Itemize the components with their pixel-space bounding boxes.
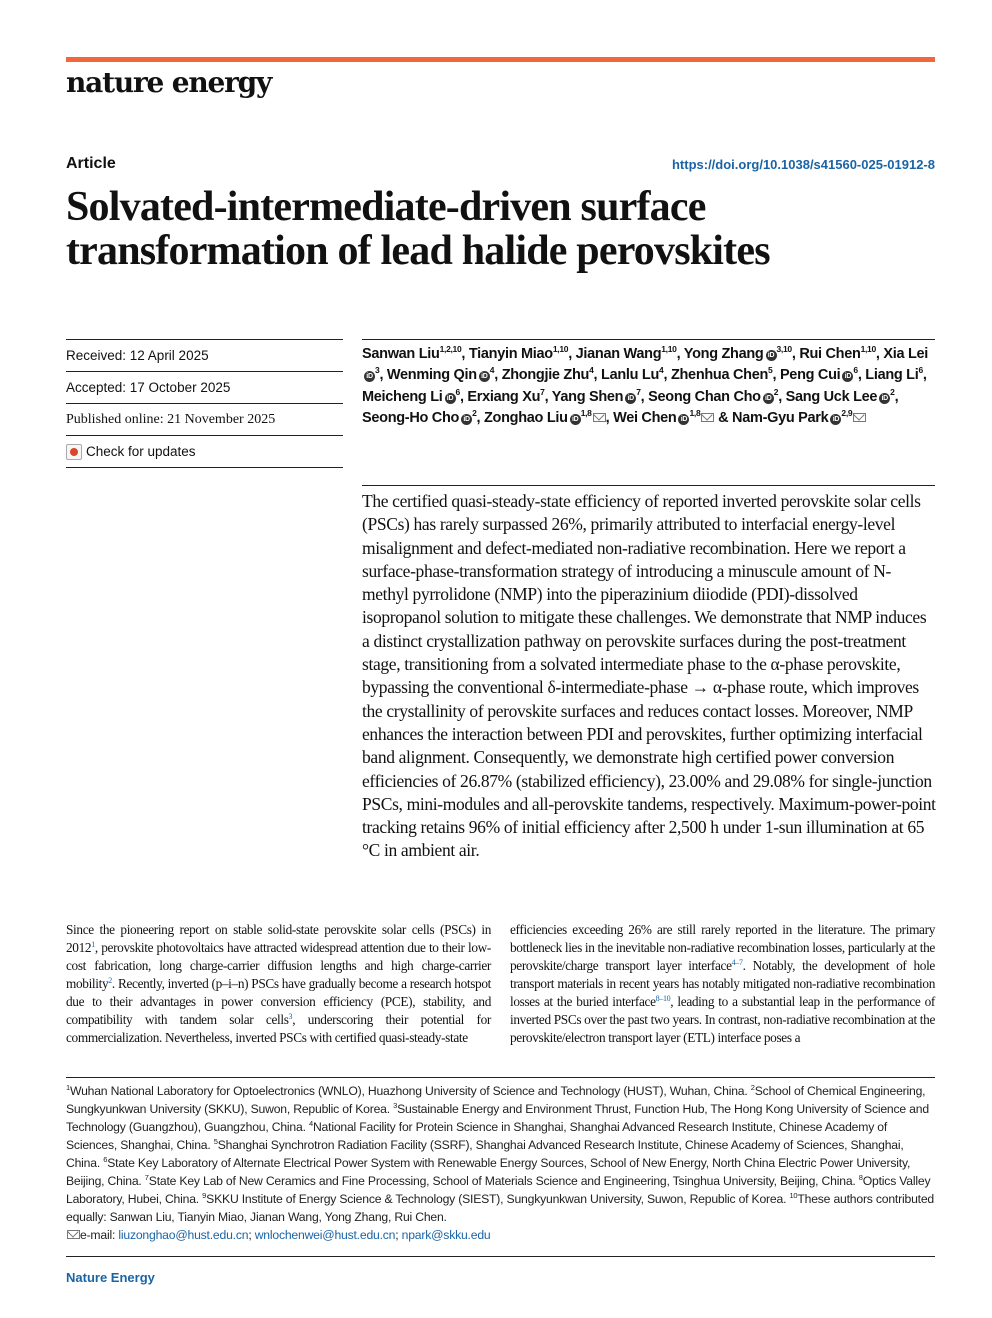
citation-ref: 1 bbox=[91, 940, 95, 949]
citation-ref: 2 bbox=[108, 976, 112, 985]
author bbox=[484, 410, 606, 426]
email-label: e-mail: bbox=[80, 1228, 119, 1242]
orcid-icon[interactable]: iD bbox=[625, 393, 636, 404]
author-name: Sang Uck Lee bbox=[785, 388, 878, 405]
author bbox=[387, 367, 494, 383]
author bbox=[601, 367, 663, 383]
author-name: Yang Shen bbox=[551, 388, 624, 405]
author-name: Yong Zhang bbox=[683, 346, 764, 362]
author bbox=[684, 346, 792, 362]
author-name: Seong Chan Cho bbox=[648, 388, 761, 405]
article-title: Solvated-intermediate-driven surface transformation of lead halide perovskites bbox=[66, 184, 770, 274]
orcid-icon[interactable]: iD bbox=[763, 393, 774, 404]
author-list: Sanwan Liu$^{1,2,10}$, Tianyin Miao$^{1,10}$, Jianan Wang$^{1,10}$, Yong Zhang iD$^{3,10}$, Rui Chen$^{1,10}$, Xia LeiiD$^3$, Wenming Qin $iD^4$, Zhongjie Zhu$^4$, Lanlu Lu$^4$, Zhenhua Chen$^5$, Peng Cui $iD^6$, Liang Li$^6$, Meicheng Li $iD^6$, Erxiang Xu$^7$, Yang Shen $iD^7$, Seong Chan Cho $iD^2$, Sang Uck Lee $iD^2$, Seong-Ho Cho $iD^2$, Zonghao Liu iD$^{1,8}$ , Wei Chen iD$^{1,8}$ & Nam-Gyu Park iD$^{2,9}$ bbox=[362, 344, 929, 427]
orcid-icon[interactable]: iD bbox=[766, 350, 777, 361]
affiliation-number: 7 bbox=[144, 1173, 149, 1182]
author-affiliation-marker: 1,8 bbox=[689, 408, 701, 419]
author-name: Wei Chen bbox=[613, 410, 677, 427]
envelope-icon bbox=[67, 1230, 80, 1239]
orcid-icon[interactable]: iD bbox=[461, 414, 472, 425]
envelope-icon[interactable] bbox=[853, 413, 866, 422]
affiliation-number: 8 bbox=[858, 1173, 863, 1182]
body-text: , leading to a substantial leap in the performance of inverted PSCs over the past two years. In contrast, non-radiative recombination at the perovskite/electron transport layer (ETL) interface poses a bbox=[510, 994, 935, 1045]
author bbox=[576, 346, 677, 362]
author bbox=[362, 410, 477, 426]
doi-link[interactable]: https://doi.org/10.1038/s41560-025-01912-8 bbox=[671, 157, 935, 172]
citation-ref: 3 bbox=[288, 1012, 293, 1021]
author bbox=[865, 367, 923, 383]
orcid-icon[interactable]: iD bbox=[570, 414, 581, 425]
author-name: Xia Lei bbox=[883, 346, 929, 362]
author-name: Seong-Ho Cho bbox=[362, 410, 460, 427]
author-affiliation-marker: 1,2,10 bbox=[439, 344, 462, 354]
check-updates-label: Check for updates bbox=[86, 443, 196, 459]
footer-journal: Nature Energy bbox=[66, 1270, 155, 1285]
orcid-icon[interactable]: iD bbox=[830, 414, 841, 425]
citation-ref: 8–10 bbox=[655, 994, 671, 1003]
author-affiliation-marker: 7 bbox=[540, 386, 545, 397]
orcid-icon[interactable]: iD bbox=[445, 393, 456, 404]
email-link[interactable]: npark@skku.edu bbox=[401, 1228, 491, 1242]
author-affiliation-marker: 7 bbox=[636, 386, 641, 397]
body-text: efficiencies exceeding 26% are still rarely reported in the literature. The primary bottleneck lies in the inevitable non-radiative recombination losses, particularly at the perovskite/charge transport layer interface bbox=[510, 922, 935, 973]
author-name: Meicheng Li bbox=[362, 388, 443, 405]
author-affiliation-marker: 4 bbox=[659, 365, 664, 376]
author-name: Rui Chen bbox=[799, 346, 861, 362]
body-text: Since the pioneering report on stable solid-state perovskite solar cells (PSCs) in 2012 bbox=[66, 922, 491, 955]
author-affiliation-marker: 3,10 bbox=[776, 344, 792, 354]
author bbox=[671, 367, 773, 383]
affiliation-number: 4 bbox=[308, 1119, 313, 1128]
author-name: Erxiang Xu bbox=[467, 388, 541, 405]
author-affiliation-marker: 2 bbox=[890, 386, 895, 397]
author bbox=[732, 410, 866, 426]
affiliation-text: These authors contributed equally: Sanwan Liu, Tianyin Miao, Jianan Wang, Yong Zhang, Rui Chen. bbox=[66, 1192, 934, 1224]
author bbox=[469, 346, 568, 362]
published-date: Published online: 21 November 2025 bbox=[66, 404, 343, 436]
author-affiliation-marker: 5 bbox=[768, 365, 773, 376]
author-affiliation-marker: 2 bbox=[472, 408, 477, 419]
affiliation-text: State Key Lab of New Ceramics and Fine Processing, School of Materials Science and Engineering, Tsinghua University, Beijing, China. bbox=[148, 1174, 859, 1188]
body-text: , underscoring their potential for commercialization. Nevertheless, inverted PSCs with certified quasi-steady-state bbox=[66, 1012, 491, 1045]
body-text: , perovskite photovoltaics have attracted widespread attention due to their low-cost fabrication, long charge-carrier diffusion lengths and high charge-carrier mobility bbox=[66, 940, 491, 991]
footer-divider bbox=[66, 1256, 935, 1257]
affiliation-text: Sustainable Energy and Environment Thrust, Function Hub, The Hong Kong University of Science and Technology (Guangzhou), Guangzhou, China. bbox=[66, 1102, 929, 1134]
citation-ref: 4–7 bbox=[731, 958, 743, 967]
affiliation-number: 5 bbox=[213, 1137, 218, 1146]
author bbox=[362, 386, 460, 405]
author-affiliation-marker: 1,8 bbox=[580, 408, 592, 419]
author-name: Lanlu Lu bbox=[601, 367, 660, 384]
author-affiliation-marker: 4 bbox=[589, 365, 594, 376]
envelope-icon[interactable] bbox=[701, 413, 714, 422]
body-text: . Notably, the development of hole transport materials in recent years has notably mitigated non-radiative recombination losses at the buried interface bbox=[510, 958, 935, 1009]
author bbox=[362, 346, 461, 362]
affiliation-number: 6 bbox=[103, 1155, 108, 1164]
article-meta bbox=[66, 339, 343, 468]
journal-logo: nature energy bbox=[66, 66, 272, 99]
body-column-right bbox=[510, 921, 935, 1047]
author-name: Tianyin Miao bbox=[468, 346, 553, 362]
author-name: Peng Cui bbox=[779, 367, 841, 384]
author-affiliation-marker: 2 bbox=[773, 386, 779, 397]
author bbox=[467, 386, 545, 405]
check-updates-button[interactable] bbox=[66, 436, 343, 468]
author-name: Sanwan Liu bbox=[362, 346, 440, 362]
orcid-icon[interactable]: iD bbox=[364, 371, 375, 382]
received-date: Received: 12 April 2025 bbox=[66, 340, 343, 372]
author-affiliation-marker: 6 bbox=[918, 365, 923, 376]
author bbox=[551, 386, 641, 405]
article-type: Article bbox=[66, 155, 116, 172]
author-affiliation-marker: 6 bbox=[853, 365, 858, 376]
affiliations-divider bbox=[66, 1077, 935, 1078]
accepted-date: Accepted: 17 October 2025 bbox=[66, 372, 343, 404]
author-affiliation-marker: 3 bbox=[375, 365, 380, 376]
author bbox=[785, 386, 895, 405]
orcid-icon[interactable]: iD bbox=[678, 414, 689, 425]
author-affiliation-marker: 6 bbox=[455, 386, 460, 397]
author-affiliation-marker: 2,9 bbox=[841, 408, 853, 419]
author-name: Zonghao Liu bbox=[484, 410, 568, 427]
author bbox=[799, 346, 876, 362]
affiliations: $^1$Wuhan National Laboratory for Optoelectronics (WNLO), Huazhong University of Science and Technology (HUST), Wuhan, China. $^2$School of Chemical Engineering, Sungkyunkwan University (SKKU), Suwon, Republic of Korea. $^3$Sustainable Energy and Environment Thrust, Function Hub, The Hong Kong University of Science and Technology (Guangzhou), Guangzhou, China. $^4$National Facility for Protein Science in Shanghai, Shanghai Advanced Research Institute, Chinese Academy of Sciences, Shanghai, China. $^5$Shanghai Synchrotron Radiation Facility (SSRF), Shanghai Advanced Research Institute, Chinese Academy of Sciences, Shanghai, China. $^6$State Key Laboratory of Alternate Electrical Power System with Renewable Energy Sources, School of New Energy, North China Electric Power University, Beijing, China. $^7$State Key Lab of New Ceramics and Fine Processing, School of Materials Science and Engineering, Tsinghua University, Beijing, China. $^8$Optics Valley Laboratory, Hubei, China. $^9$SKKU Institute of Energy Science & Technology (SIEST), Sungkyunkwan University, Suwon, Republic of Korea. $^{10}$These authors contributed equally: Sanwan Liu, Tianyin Miao, Jianan Wang, Yong Zhang, Rui Chen. e-mail: liuzonghao@hust.edu.cn; wnlochenwei@hust.edu.cn; npark@skku.edu bbox=[66, 1083, 934, 1242]
author bbox=[648, 386, 779, 405]
affiliation-number: 3 bbox=[393, 1101, 398, 1110]
header-accent-bar bbox=[66, 57, 935, 62]
affiliation-text: SKKU Institute of Energy Science & Technology (SIEST), Sungkyunkwan University, Suwon, Republic of Korea. bbox=[206, 1192, 790, 1206]
affiliation-text: Optics Valley Laboratory, Hubei, China. bbox=[66, 1174, 931, 1206]
author-name: Wenming Qin bbox=[386, 367, 477, 384]
affiliation-text: State Key Laboratory of Alternate Electrical Power System with Renewable Energy Sources, School of New Energy, North China Electric Power University, Beijing, China. bbox=[66, 1156, 911, 1188]
affiliation-number: 10 bbox=[789, 1191, 798, 1200]
envelope-icon[interactable] bbox=[593, 413, 606, 422]
orcid-icon[interactable]: iD bbox=[479, 371, 490, 382]
crossmark-icon bbox=[66, 444, 82, 460]
affiliation-number: 1 bbox=[66, 1083, 70, 1092]
author-name: Liang Li bbox=[865, 367, 919, 384]
affiliation-text: Wuhan National Laboratory for Optoelectronics (WNLO), Huazhong University of Science and Technology (HUST), Wuhan, China. bbox=[69, 1084, 751, 1098]
email-link[interactable]: liuzonghao@hust.edu.cn bbox=[118, 1228, 249, 1242]
affiliation-text: Shanghai Synchrotron Radiation Facility (SSRF), Shanghai Advanced Research Institute, Chinese Academy of Sciences, Shanghai, China. bbox=[66, 1138, 904, 1170]
author bbox=[780, 367, 858, 383]
email-link[interactable]: wnlochenwei@hust.edu.cn bbox=[254, 1228, 396, 1242]
author-affiliation-marker: 1,10 bbox=[552, 344, 569, 354]
author bbox=[502, 367, 594, 383]
orcid-icon[interactable]: iD bbox=[879, 393, 890, 404]
author-name: Zhenhua Chen bbox=[670, 367, 769, 384]
abstract-divider bbox=[362, 485, 935, 486]
author-name: Zhongjie Zhu bbox=[501, 367, 590, 384]
author-affiliation-marker: 1,10 bbox=[661, 344, 677, 354]
abstract: The certified quasi-steady-state efficiency of reported inverted perovskite solar cells (PSCs) has rarely surpassed 26%, primarily attributed to interfacial energy-level misalignment and defect-mediated non-radiative recombination. Here we report a surface-phase-transformation strategy of introducing a minuscule amount of N-methyl pyrrolidone (NMP) into the piperazinium diiodide (PDI)-dissolved isopropanol solution to mitigate these challenges. We demonstrate that NMP induces a distinct crystallization pathway on perovskite surfaces during the post-treatment stage, transitioning from a solvated intermediate phase to the α-phase perovskite, bypassing the conventional δ-intermediate-phase → α-phase route, which improves the crystallinity of perovskite surfaces and reduces contact losses. Moreover, NMP enhances the interaction between PDI and perovskites, further optimizing interfacial band alignment. Consequently, we demonstrate high certified power conversion efficiencies of 26.87% (stabilized efficiency), 23.00% and 29.08% for single-junction PSCs, mini-modules and all-perovskite tandems, respectively. Maximum-power-point tracking retains 96% of initial efficiency after 2,500 h under 1-sun illumination at 65 °C in ambient air. bbox=[362, 491, 936, 861]
author-affiliation-marker: 1,10 bbox=[860, 344, 876, 354]
affiliation-text: School of Chemical Engineering, Sungkyunkwan University (SKKU), Suwon, Republic of Korea. bbox=[66, 1084, 926, 1116]
body-text: . Recently, inverted (p–i–n) PSCs have gradually become a research hotspot due to their advantages in power conversion efficiency (PCE), stability, and compatibility with tandem solar cells bbox=[66, 976, 491, 1027]
affiliation-text: National Facility for Protein Science in Shanghai, Shanghai Advanced Research Institute, Chinese Academy of Sciences, Shanghai, China. bbox=[66, 1120, 888, 1152]
affiliation-number: 9 bbox=[202, 1191, 207, 1200]
author-affiliation-marker: 4 bbox=[489, 365, 495, 376]
authors-divider bbox=[362, 339, 935, 340]
author bbox=[613, 410, 714, 426]
orcid-icon[interactable]: iD bbox=[842, 371, 853, 382]
body-column-left bbox=[66, 921, 491, 1047]
affiliation-number: 2 bbox=[750, 1083, 755, 1092]
author-name: Jianan Wang bbox=[575, 346, 662, 362]
author-name: Nam-Gyu Park bbox=[732, 410, 829, 427]
